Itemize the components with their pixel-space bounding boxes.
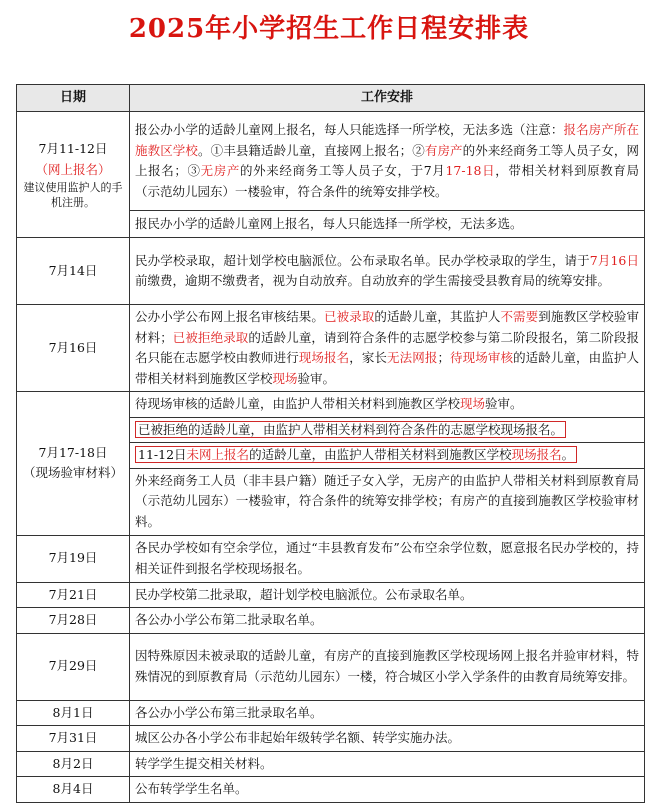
date-cell: 7月28日 bbox=[17, 608, 130, 634]
highlight-text: 不需要 bbox=[500, 309, 539, 324]
work-cell: 各公办小学公布第三批录取名单。 bbox=[130, 700, 645, 726]
work-text: 。 bbox=[561, 447, 575, 462]
highlight-text: 现场报名 bbox=[511, 447, 562, 462]
table-row bbox=[17, 582, 645, 608]
table-row bbox=[17, 700, 645, 726]
table-row bbox=[17, 238, 645, 305]
work-cell: 民办学校第二批录取，超计划学校电脑派位。公布录取名单。 bbox=[130, 582, 645, 608]
work-text: ，带相关材料到原教育局（示范幼儿园东）一楼验审，符合条件的统筹安排学校。 bbox=[135, 163, 639, 199]
work-cell bbox=[130, 238, 645, 305]
date-cell bbox=[17, 112, 130, 238]
table-row bbox=[17, 751, 645, 777]
work-cell bbox=[130, 443, 645, 469]
date-subtext: （网上报名） bbox=[35, 161, 111, 177]
highlight-text: 现场 bbox=[460, 396, 486, 411]
table-row bbox=[17, 633, 645, 700]
date-cell: 7月31日 bbox=[17, 726, 130, 752]
highlight-text: 报名房产所在施教区学校 bbox=[135, 122, 639, 158]
boxed-text bbox=[135, 446, 577, 463]
work-text: 的适龄儿童，请到符合条件的志愿学校参与第二阶段报名，第二阶段报名只能在志愿学校由教师进行 bbox=[135, 329, 639, 365]
work-cell: 报民办小学的适龄儿童网上报名，每人只能选择一所学校，无法多选。 bbox=[130, 211, 645, 238]
page-title: 2025年小学招生工作日程安排表 bbox=[128, 14, 530, 44]
header-work: 工作安排 bbox=[130, 85, 645, 112]
table-row bbox=[17, 777, 645, 803]
table-row bbox=[17, 112, 645, 211]
work-cell: 公布转学学生名单。 bbox=[130, 777, 645, 803]
work-cell: 城区公办各小学公布非起始年级转学名额、转学实施办法。 bbox=[130, 726, 645, 752]
highlight-text: 有房产 bbox=[424, 142, 463, 158]
highlight-text: 已被拒绝录取 bbox=[172, 329, 249, 345]
highlight-text: 无法网报 bbox=[387, 350, 438, 365]
highlight-text: 17-18日 bbox=[445, 163, 496, 178]
boxed-text: 已被拒绝的适龄儿童，由监护人带相关材料到符合条件的志愿学校现场报名。 bbox=[135, 421, 566, 438]
table-row bbox=[17, 392, 645, 418]
work-cell: 各公办小学公布第二批录取名单。 bbox=[130, 608, 645, 634]
highlight-text: 现场报名 bbox=[298, 350, 350, 365]
work-text: 的外来经商务工等人员子女，网上报名；③ bbox=[135, 142, 639, 178]
table-row bbox=[17, 608, 645, 634]
date-cell: 8月1日 bbox=[17, 700, 130, 726]
schedule-table bbox=[16, 84, 645, 803]
work-text: 的外来经商务工等人员子女，于7月 bbox=[240, 163, 446, 178]
highlight-text: 未网上报名 bbox=[186, 447, 250, 462]
highlight-text: 已被录取 bbox=[324, 309, 375, 324]
table-row bbox=[17, 726, 645, 752]
work-text: 的适龄儿童，由监护人带相关材料到施教区学校 bbox=[249, 447, 512, 462]
date-cell: 7月29日 bbox=[17, 633, 130, 700]
work-cell bbox=[130, 305, 645, 392]
work-cell: 转学学生提交相关材料。 bbox=[130, 751, 645, 777]
work-cell: 各民办学校如有空余学位，通过“丰县教育发布”公布空余学位数，愿意报名民办学校的，持相关证件到报名学校现场报名。 bbox=[130, 535, 645, 582]
header-date: 日期 bbox=[17, 85, 130, 112]
work-cell: 因特殊原因未被录取的适龄儿童，有房产的直接到施教区学校现场网上报名并验审材料，特殊情况的到原教育局（示范幼儿园东）一楼，符合城区小学入学条件的由教育局统筹安排。 bbox=[130, 633, 645, 700]
date-cell: 7月16日 bbox=[17, 305, 130, 392]
date-cell bbox=[17, 392, 130, 536]
date-cell: 8月4日 bbox=[17, 777, 130, 803]
work-text: 报公办小学的适龄儿童网上报名，每人只能选择一所学校，无法多选（注意： bbox=[135, 122, 564, 137]
work-text: 的适龄儿童，其监护人 bbox=[374, 309, 501, 324]
table-row bbox=[17, 305, 645, 392]
work-text: 11-12日 bbox=[138, 447, 187, 462]
table-header-row bbox=[17, 85, 645, 112]
work-cell bbox=[130, 112, 645, 211]
date-cell: 7月19日 bbox=[17, 535, 130, 582]
work-text: 民办学校录取，超计划学校电脑派位。公布录取名单。民办学校录取的学生，请于 bbox=[135, 252, 590, 268]
date-subtext: （现场验审材料） bbox=[22, 465, 123, 481]
work-text: 。①丰县籍适龄儿童，直接网上报名；② bbox=[198, 142, 425, 158]
date-cell: 8月2日 bbox=[17, 751, 130, 777]
work-text: 公办小学公布网上报名审核结果。 bbox=[135, 309, 325, 324]
date-text: 7月11-12日 bbox=[38, 141, 108, 156]
table-row bbox=[17, 535, 645, 582]
highlight-text: 7月16日 bbox=[589, 252, 639, 268]
highlight-text: 现场 bbox=[272, 370, 298, 386]
work-text: ，家长 bbox=[349, 350, 388, 365]
work-cell bbox=[130, 417, 645, 443]
date-cell: 7月14日 bbox=[17, 238, 130, 305]
date-note: 建议使用监护人的手机注册。 bbox=[23, 181, 123, 209]
work-text: 的适龄儿童，由监护人带相关材料到施教区学校 bbox=[135, 350, 639, 386]
work-cell bbox=[130, 392, 645, 418]
highlight-text: 无房产 bbox=[200, 163, 240, 178]
date-cell: 7月21日 bbox=[17, 582, 130, 608]
work-text: 前缴费，逾期不缴费者，视为自动放弃。自动放弃的学生需接受县教育局的统筹安排。 bbox=[135, 273, 611, 288]
date-text: 7月17-18日 bbox=[38, 444, 108, 460]
work-text: 验审。 bbox=[297, 370, 336, 386]
highlight-text: 待现场审核 bbox=[449, 350, 514, 365]
work-text: ； bbox=[437, 350, 450, 365]
work-text: 验审。 bbox=[485, 396, 523, 411]
work-text: 到施教区学校验审材料； bbox=[135, 309, 639, 345]
work-cell: 外来经商务工人员（非丰县户籍）随迁子女入学，无房产的由监护人带相关材料到原教育局（示范幼儿园东）一楼验审，符合条件的统筹安排学校；有房产的直接到施教区学校验审材料。 bbox=[130, 468, 645, 535]
work-text: 待现场审核的适龄儿童，由监护人带相关材料到施教区学校 bbox=[135, 396, 461, 411]
